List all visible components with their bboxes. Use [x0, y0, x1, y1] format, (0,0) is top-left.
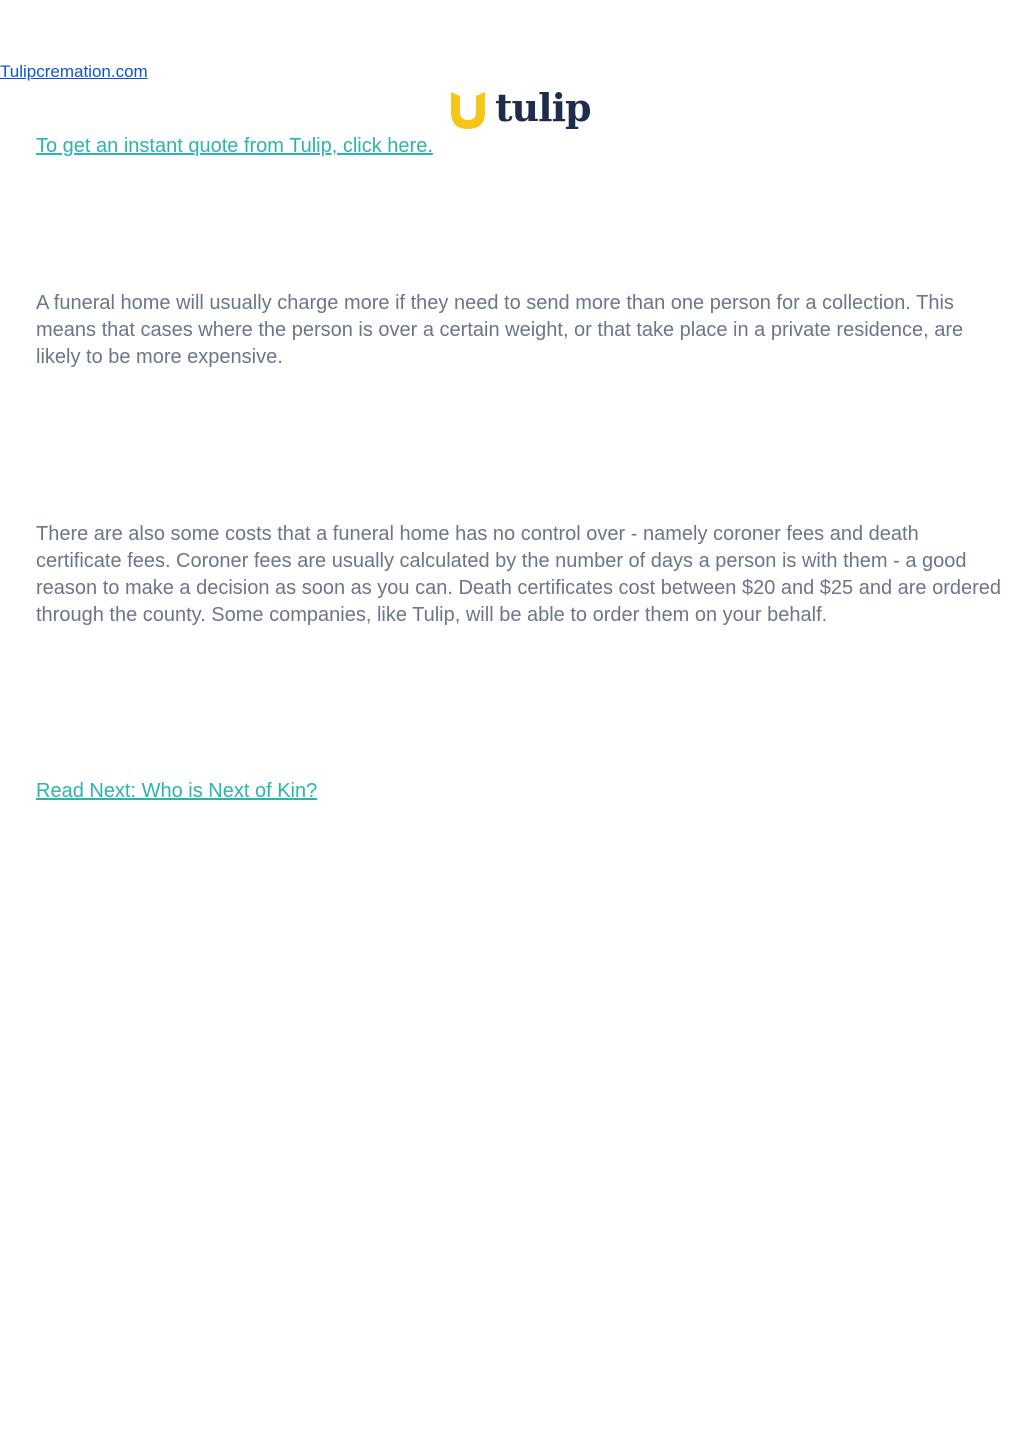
collection-cost-paragraph: A funeral home will usually charge more if they need to send more than one person for a collection. This means that cases where the person is over a certain weight, or that take place in a private residence, are likely to be more expensive. — [36, 292, 964, 368]
read-next-link[interactable]: Read Next: Who is Next of Kin? — [36, 780, 318, 802]
site-link[interactable]: Tulipcremation.com — [0, 62, 148, 81]
logo-wordmark: tulip — [495, 85, 591, 130]
uncontrolled-costs-paragraph: There are also some costs that a funeral home has no control over - namely coroner fees and death certificate fees. Coroner fees are usually calculated by the number of days a person is with them - a good reason to make a decision as soon as you can. Death certificates cost between $20 and $25 and are ordered through the county. Some companies, like Tulip, will be able to order them on your behalf. — [36, 523, 1002, 626]
instant-quote-link[interactable]: To get an instant quote from Tulip, click here. — [36, 135, 433, 157]
tulip-logo — [449, 85, 591, 132]
tulip-icon — [449, 90, 487, 130]
